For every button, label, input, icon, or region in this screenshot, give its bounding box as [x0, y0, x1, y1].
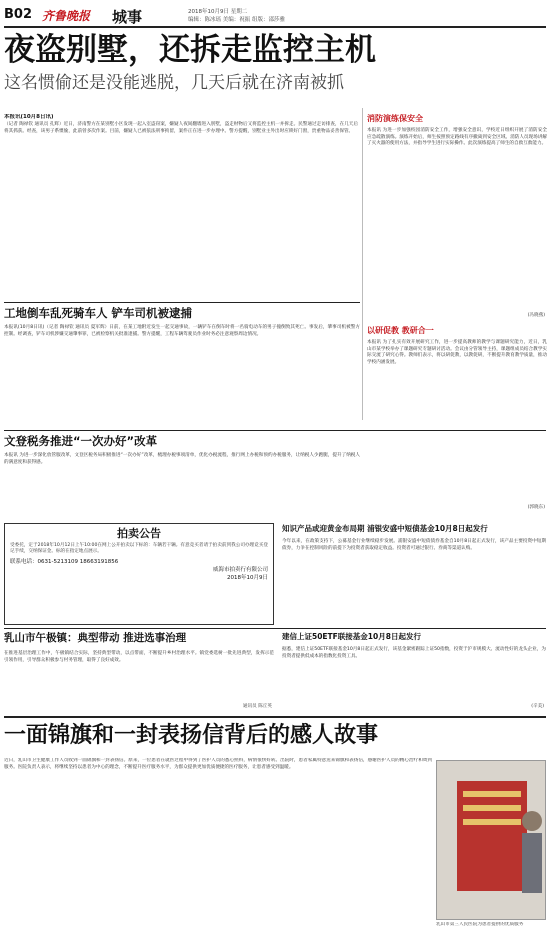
lead-headline: [4, 30, 444, 106]
lead-byline: 本报讯(10月8日讯): [4, 114, 54, 120]
sidebar2-text: 本报讯 为了扎实有效开展研究工作，进一步提高教师的教学与课题研究能力，近日，乳山市某学校举办了课题研究专题研讨活动。会议由分管领导主持，课题组成员结合教学实际交流了研究心得。教师们表示，将以研促教，以教促研，不断提升教育教学质量，推动学校内涵发展。: [367, 340, 547, 365]
masthead: [4, 4, 546, 26]
story2-rule: [4, 302, 360, 303]
column-divider: [362, 108, 363, 420]
feature-photo-caption: [436, 922, 546, 940]
banner-photo-icon: [437, 761, 546, 920]
story5-note: 通讯员 陈丘英: [242, 704, 272, 709]
story-fund-2: [282, 631, 546, 713]
feature-body: [4, 758, 432, 938]
story-fund-1: [282, 523, 546, 623]
sidebar2-title: 以研促教 教研合一: [367, 326, 434, 335]
feature-text: 近日，乳山市卫生健康工作人员收到一面锦旗和一封表扬信。原来，一位患者在就医过程中得到了医护人员的悉心照料，病情很快好转。出院时，患者家属特意送来锦旗和表扬信，感谢医护人员的精心治疗和周到服务。医院负责人表示，将继续坚持以患者为中心的理念，不断提升医疗服务水平，为群众提供更加优质便捷的医疗服务，让患者感受到温暖。: [4, 758, 432, 770]
story4-title: 知识产品或迎黄金布局期 浦银安盛中短债基金10月8日起发行: [282, 524, 488, 533]
auction-title: 拍卖公告: [117, 527, 161, 540]
feature-title: 一面锦旗和一封表扬信背后的感人故事: [4, 723, 379, 748]
masthead-rule: [4, 26, 546, 28]
sidebar-teaching-research: [367, 324, 547, 514]
story-village-governance: [4, 631, 274, 713]
feature-caption: 乳山市第三人民医院为患者提供的优质服务: [436, 922, 524, 927]
date-line: 2018年10月9日 星期二: [188, 9, 248, 15]
newspaper-logo: 齐鲁晚报: [42, 9, 91, 23]
story6-note: (辛美): [531, 704, 544, 709]
sidebar1-title: 消防演练保安全: [367, 114, 423, 123]
sidebar1-text: 本报讯 为进一步加强校园消防安全工作，增强安全意识，学校近日组织开展了消防安全应急疏散演练。演练开始后，师生按照预定路线有序撤离到安全区域。消防人员现场讲解了灭火器的使用方法，并指导学生进行实际操作。此次演练提高了师生的自救互救能力。: [367, 128, 547, 147]
story-tax-reform: [4, 433, 360, 523]
sidebar1-note: (冯晓燕): [527, 313, 545, 318]
story5-title: 乳山市午极镇：典型带动 推进选事治理: [4, 632, 187, 644]
story3-rule: [4, 430, 546, 431]
story3-title: 文登税务推进“一次办好”改革: [4, 434, 158, 448]
sidebar2-note: (郭晓东): [527, 505, 545, 510]
story2-title: 工地倒车乱死骑车人 铲车司机被逮捕: [4, 306, 193, 320]
auction-text: 受委托，定于2018年10月12日上午10:00在网上公开拍卖以下标的：车辆若干辆。有意竞买者请于拍卖前到我公司办理竞买登记手续，交纳保证金。标的在指定地点展示。: [10, 543, 268, 555]
lead-body: [4, 114, 358, 298]
story5-text: 在推进基层治理工作中，午极镇结合实际，坚持典型带动，以点带面，不断提升乡村治理水平。镇党委选树一批先进典型，发挥示范引领作用，引导群众积极参与村务管理，取得了良好成效。: [4, 651, 274, 663]
story6-text: 据悉，建信上证50ETF联接基金10月8日起正式发行，该基金紧密跟踪上证50指数，投资于沪市规模大、流动性好的龙头企业，为投资者提供低成本的指数化投资工具。: [282, 647, 546, 659]
story2-text: 本报讯(10月8日讯)（记者 陶禄钦 通讯员 夏军辉）日前，在某工地附近发生一起交通事故，一辆铲车在倒车时将一名骑电动车的男子撞倒致其死亡。事发后，肇事司机被警方控制。经调查，铲车司机涉嫌交通肇事罪，已被检察机关批准逮捕。警方提醒，工程车辆驾驶员作业时务必注意观察周边情况。: [4, 325, 360, 337]
auction-notice: [4, 523, 274, 625]
auction-date: 2018年10月9日: [227, 574, 268, 581]
story6-title: 建信上证50ETF联接基金10月8日起发行: [282, 632, 421, 641]
section-title: 城事: [112, 8, 143, 26]
story5-rule: [4, 628, 546, 629]
story-forklift: [4, 305, 360, 427]
lead-title: 夜盗别墅，还拆走监控主机: [4, 32, 376, 68]
sidebar-fire-drill: [367, 112, 547, 322]
lead-text: （记者 陶禄钦 通讯员 孔辉）近日，济南警方在某别墅小区发现一起入室盗窃案，嫌疑人夜间翻墙进入别墅，盗走财物后又将监控主机一并拆走。民警通过走访排查，在几天后将其抓获。经查，该男子系惯偷，此前曾多次作案。目前，嫌疑人已被依法刑事拘留，案件正在进一步办理中。警方提醒，别墅业主外出时应锁好门窗，贵重物品妥善保管。: [4, 122, 358, 134]
story3-text: 本报讯 为进一步深化放管服改革，文登区税务局积极推进“一次办好”改革，梳理办税事项清单，优化办税流程，推行网上办税和预约办税服务，让纳税人少跑腿，提升了纳税人的满意度和获得感。: [4, 453, 360, 465]
feature-photo: [436, 760, 546, 920]
feature-headline: [4, 720, 546, 754]
feature-rule: [4, 716, 546, 718]
page-number: B02: [4, 7, 32, 22]
lead-subtitle: 这名惯偷还是没能逃脱，几天后就在济南被抓: [4, 73, 344, 93]
auction-company: 威海市拍卖行有限公司: [212, 566, 268, 573]
story4-text: 今年以来，在政策支持下，公募基金行业继续稳步发展。浦银安盛中短债债券基金自10月8日起正式发行，该产品主要投资中短期债券，力争在控制风险的前提下为投资者获取稳定收益。投资者可通过银行、券商等渠道认购。: [282, 539, 546, 551]
auction-contact: 联系电话：0631-5213109 18663191856: [10, 558, 119, 565]
editor-line: 编辑：陈冰瑶 美编：祝振 组版：邵莎雅: [188, 17, 285, 23]
